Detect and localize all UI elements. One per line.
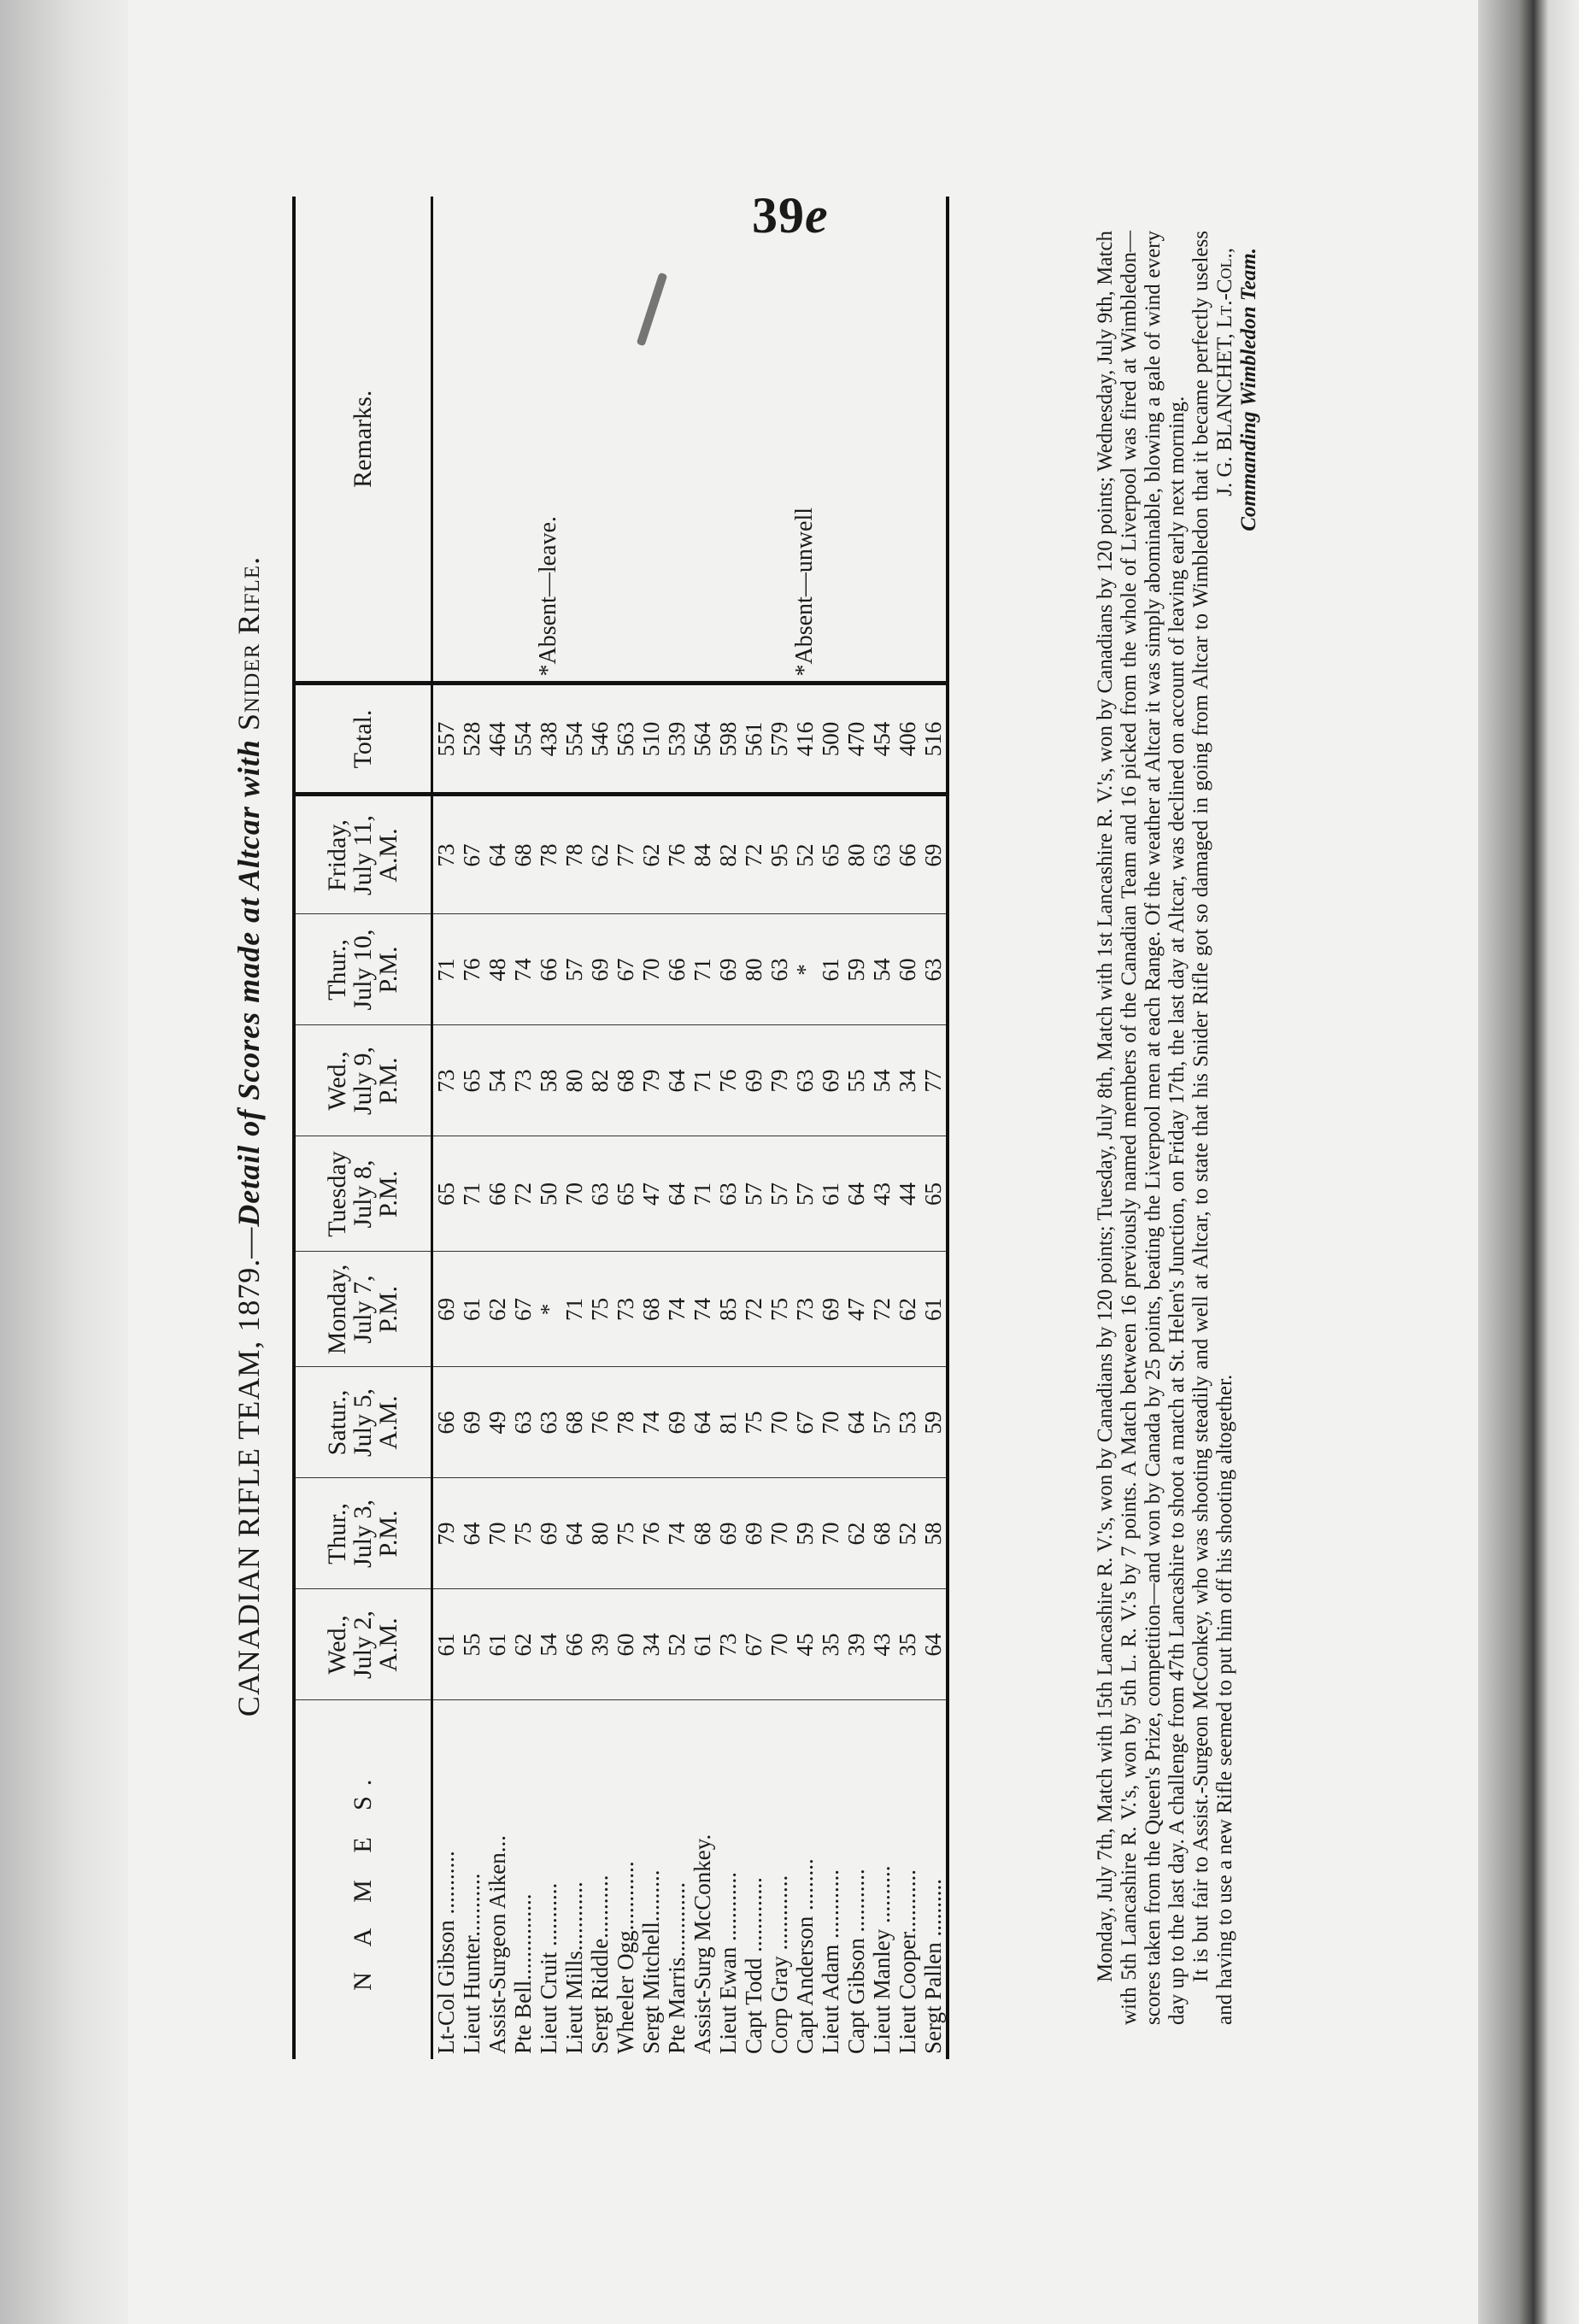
table-row (510, 197, 536, 2059)
score-cell: 73 (792, 1252, 818, 1367)
score-cell: 63 (536, 1367, 561, 1478)
total-cell: 470 (843, 684, 869, 795)
score-cell: 62 (843, 1478, 869, 1589)
score-cell: 75 (613, 1478, 638, 1589)
notes-paragraph-1: Monday, July 7th, Match with 15th Lancashire R. V.'s, won by Canadians by 120 points; Tuesday, July 8th, Match with 1st Lancashire R. V.'s, won by Canadians by 120 points; Wednesday, July 9th, Match with 5th Lancashire R. V.'s, won by 5th L. R. V.'s by 7 points. A Match between 16 previously named members of the Canadian Team and 16 picked from the whole of Liverpool was fired at Wimbledon—scores taken from the Queen's Prize, competition—and won by Canada by 25 points, beating the Liverpool men at each Range. Of the weather at Altcar it was simply abominable, blowing a gale of wind every day up to the last day. A challenge from 47th Lancashire to shoot a match at St. Helen's Junction, on Friday 17th, the last day at Altcar, was declined on account of leaving early next morning. (1094, 231, 1189, 2025)
score-cell: 70 (766, 1478, 792, 1589)
score-cell: 62 (484, 1252, 510, 1367)
col-day: Wed., July 9, P.M. (294, 1025, 432, 1136)
score-cell: 66 (895, 795, 920, 914)
table-row (741, 197, 766, 2059)
total-cell: 516 (920, 684, 948, 795)
total-cell: 554 (561, 684, 587, 795)
score-cell: 78 (536, 795, 561, 914)
remark-cell (895, 197, 920, 684)
book-gutter (0, 0, 128, 2324)
name-cell: Lieut Hunter........... (459, 1873, 484, 2054)
total-cell: 557 (432, 684, 460, 795)
score-cell: 65 (818, 795, 843, 914)
score-cell: 54 (484, 1025, 510, 1136)
score-cell: 49 (484, 1367, 510, 1478)
remark-cell (690, 197, 715, 684)
remark-cell (715, 197, 741, 684)
name-cell: Lieut Mills............ (561, 1881, 587, 2054)
col-day: Wed., July 2, A.M. (294, 1589, 432, 1700)
score-cell: 71 (432, 914, 460, 1025)
remark-cell (869, 197, 895, 684)
name-cell: Pte Marris............. (664, 1882, 690, 2054)
score-cell: 57 (561, 914, 587, 1025)
score-cell: 61 (920, 1252, 948, 1367)
score-cell: 69 (432, 1252, 460, 1367)
score-cell: 69 (536, 1478, 561, 1589)
score-cell: 79 (638, 1025, 664, 1136)
score-cell: 34 (638, 1589, 664, 1700)
score-cell: 67 (792, 1367, 818, 1478)
total-cell: 454 (869, 684, 895, 795)
score-cell: 43 (869, 1136, 895, 1252)
score-cell: 68 (690, 1478, 715, 1589)
score-cell: 52 (664, 1589, 690, 1700)
table-row (664, 197, 690, 2059)
score-cell: 68 (638, 1252, 664, 1367)
name-cell: Pte Bell............... (510, 1893, 536, 2054)
score-cell: 73 (715, 1589, 741, 1700)
score-cell: 74 (638, 1367, 664, 1478)
table-row (432, 197, 460, 2059)
remark-cell: *Absent—leave. (536, 197, 561, 684)
col-day: Friday, July 11, A.M. (294, 795, 432, 914)
name-cell: Sergt Mitchell......... (638, 1869, 664, 2054)
score-cell: 70 (818, 1478, 843, 1589)
score-cell: 73 (432, 1025, 460, 1136)
score-cell: 43 (869, 1589, 895, 1700)
rotated-content (231, 214, 1341, 2059)
score-cell: 80 (561, 1025, 587, 1136)
score-cell: 72 (741, 1252, 766, 1367)
score-cell: 69 (741, 1025, 766, 1136)
score-cell: 61 (818, 1136, 843, 1252)
total-cell: 464 (484, 684, 510, 795)
score-cell: 69 (741, 1478, 766, 1589)
scores-table (292, 197, 949, 2059)
score-cell: 52 (895, 1478, 920, 1589)
score-cell: 78 (561, 795, 587, 914)
col-day: Satur., July 5, A.M. (294, 1367, 432, 1478)
score-cell: 61 (432, 1589, 460, 1700)
score-cell: 63 (920, 914, 948, 1025)
score-cell: 81 (715, 1367, 741, 1478)
score-cell: 82 (587, 1025, 613, 1136)
title-prefix: CANADIAN RIFLE TEAM, 1879.— (232, 1226, 266, 1717)
name-cell: Sergt Riddle........... (587, 1875, 613, 2054)
table-row (613, 197, 638, 2059)
score-cell: 82 (715, 795, 741, 914)
score-cell: 57 (792, 1136, 818, 1252)
page-edge (1478, 0, 1579, 2324)
score-cell: 64 (459, 1478, 484, 1589)
score-cell: 64 (484, 795, 510, 914)
score-cell: 60 (613, 1589, 638, 1700)
table-row (484, 197, 510, 2059)
score-cell: 66 (561, 1589, 587, 1700)
score-cell: 84 (690, 795, 715, 914)
total-cell: 438 (536, 684, 561, 795)
col-names: N A M E S. (294, 1700, 432, 2059)
name-cell: Capt Todd ............. (741, 1877, 766, 2054)
score-cell: 63 (869, 795, 895, 914)
score-cell: 74 (664, 1478, 690, 1589)
score-cell: 54 (536, 1589, 561, 1700)
score-cell: 80 (741, 914, 766, 1025)
score-cell: * (792, 914, 818, 1025)
score-cell: 75 (741, 1367, 766, 1478)
col-remarks: Remarks. (294, 197, 432, 684)
score-cell: 76 (638, 1478, 664, 1589)
score-cell: 47 (638, 1136, 664, 1252)
score-cell: 69 (715, 914, 741, 1025)
name-cell: Lt-Col Gibson ........... (433, 1851, 459, 2054)
score-cell: 47 (843, 1252, 869, 1367)
score-cell: 39 (587, 1589, 613, 1700)
score-cell: 76 (715, 1025, 741, 1136)
score-cell: 80 (843, 795, 869, 914)
score-cell: 64 (664, 1025, 690, 1136)
score-cell: 69 (818, 1025, 843, 1136)
score-cell: 76 (459, 914, 484, 1025)
table-title (231, 214, 273, 2059)
score-cell: 62 (587, 795, 613, 914)
score-cell: 58 (920, 1478, 948, 1589)
score-cell: 76 (587, 1367, 613, 1478)
title-italic: Detail of Scores made at Altcar with (232, 739, 266, 1227)
total-cell: 561 (741, 684, 766, 795)
score-cell: * (536, 1252, 561, 1367)
table-row (638, 197, 664, 2059)
col-day: Thur., July 3, P.M. (294, 1478, 432, 1589)
name-cell: Lieut Cooper........... (895, 1869, 920, 2054)
title-rifle: Snider Rifle. (232, 555, 266, 731)
table-row (843, 197, 869, 2059)
score-cell: 70 (766, 1589, 792, 1700)
score-cell: 39 (843, 1589, 869, 1700)
remark-cell (741, 197, 766, 684)
score-cell: 54 (869, 914, 895, 1025)
score-cell: 65 (459, 1025, 484, 1136)
score-cell: 70 (818, 1367, 843, 1478)
remark-cell (920, 197, 948, 684)
name-cell: Corp Gray ............. (766, 1875, 792, 2054)
col-day: Thur., July 10, P.M. (294, 914, 432, 1025)
score-cell: 78 (613, 1367, 638, 1478)
score-cell: 72 (741, 795, 766, 914)
name-cell: Wheeler Ogg............ (613, 1861, 638, 2054)
page-number-suffix: e (805, 187, 829, 244)
table-row (766, 197, 792, 2059)
score-cell: 69 (920, 795, 948, 914)
score-cell: 71 (690, 914, 715, 1025)
signature (1213, 248, 1261, 846)
table-row (587, 197, 613, 2059)
score-cell: 68 (510, 795, 536, 914)
total-cell: 528 (459, 684, 484, 795)
score-cell: 34 (895, 1025, 920, 1136)
name-cell: Capt Anderson ......... (792, 1858, 818, 2054)
col-day: Monday, July 7, P.M. (294, 1252, 432, 1367)
score-cell: 68 (613, 1025, 638, 1136)
score-cell: 95 (766, 795, 792, 914)
score-cell: 58 (536, 1025, 561, 1136)
score-cell: 57 (741, 1136, 766, 1252)
name-cell: Lieut Manley .......... (869, 1865, 895, 2054)
score-cell: 73 (613, 1252, 638, 1367)
score-cell: 48 (484, 914, 510, 1025)
remark-cell (664, 197, 690, 684)
score-cell: 66 (664, 914, 690, 1025)
remark-cell (587, 197, 613, 684)
score-cell: 64 (664, 1136, 690, 1252)
score-cell: 71 (459, 1136, 484, 1252)
remark-cell (843, 197, 869, 684)
score-cell: 53 (895, 1367, 920, 1478)
score-cell: 59 (792, 1478, 818, 1589)
score-cell: 50 (536, 1136, 561, 1252)
score-cell: 69 (664, 1367, 690, 1478)
table-row (715, 197, 741, 2059)
header-row (294, 197, 432, 2059)
remark-cell: *Absent—unwell (792, 197, 818, 684)
page-number-value: 39 (752, 187, 805, 244)
name-cell: Capt Gibson ........... (843, 1869, 869, 2054)
score-cell: 72 (510, 1136, 536, 1252)
total-cell: 546 (587, 684, 613, 795)
score-cell: 66 (432, 1367, 460, 1478)
score-cell: 65 (920, 1136, 948, 1252)
score-cell: 63 (715, 1136, 741, 1252)
score-cell: 70 (638, 914, 664, 1025)
col-day: Tuesday July 8, P.M. (294, 1136, 432, 1252)
remark-cell (459, 197, 484, 684)
score-cell: 68 (869, 1478, 895, 1589)
score-cell: 74 (664, 1252, 690, 1367)
score-cell: 64 (561, 1478, 587, 1589)
total-cell: 554 (510, 684, 536, 795)
name-cell: Assist-Surgeon Aiken... (484, 1834, 510, 2054)
score-cell: 44 (895, 1136, 920, 1252)
name-cell: Lieut Adam ............ (818, 1869, 843, 2054)
score-cell: 35 (895, 1589, 920, 1700)
table-row (459, 197, 484, 2059)
score-cell: 52 (792, 795, 818, 914)
score-cell: 64 (690, 1367, 715, 1478)
score-cell: 55 (843, 1025, 869, 1136)
total-cell: 416 (792, 684, 818, 795)
score-cell: 63 (766, 914, 792, 1025)
score-cell: 61 (818, 914, 843, 1025)
name-cell: Lieut Cruit ........... (536, 1882, 561, 2054)
scores-body (432, 197, 948, 2059)
score-cell: 63 (587, 1136, 613, 1252)
score-cell: 71 (690, 1025, 715, 1136)
score-cell: 73 (510, 1025, 536, 1136)
score-cell: 63 (510, 1367, 536, 1478)
name-cell: Assist-Surg McConkey. (690, 1834, 715, 2054)
table-row (920, 197, 948, 2059)
score-cell: 64 (920, 1589, 948, 1700)
total-cell: 510 (638, 684, 664, 795)
score-cell: 77 (920, 1025, 948, 1136)
score-cell: 69 (715, 1478, 741, 1589)
total-cell: 598 (715, 684, 741, 795)
col-total: Total. (294, 684, 432, 795)
score-cell: 65 (432, 1136, 460, 1252)
score-cell: 68 (561, 1367, 587, 1478)
table-row (690, 197, 715, 2059)
table-row (869, 197, 895, 2059)
signature-role: Commanding Wimbledon Team. (1237, 248, 1260, 531)
score-cell: 75 (587, 1252, 613, 1367)
score-cell: 69 (587, 914, 613, 1025)
remark-cell (638, 197, 664, 684)
remark-cell (561, 197, 587, 684)
score-cell: 71 (690, 1136, 715, 1252)
table-row (792, 197, 818, 2059)
score-cell: 69 (459, 1367, 484, 1478)
score-cell: 74 (690, 1252, 715, 1367)
score-cell: 62 (895, 1252, 920, 1367)
score-cell: 73 (432, 795, 460, 914)
score-cell: 64 (843, 1136, 869, 1252)
score-cell: 67 (741, 1589, 766, 1700)
score-cell: 35 (818, 1589, 843, 1700)
total-cell: 563 (613, 684, 638, 795)
score-cell: 76 (664, 795, 690, 914)
score-cell: 70 (766, 1367, 792, 1478)
score-cell: 61 (484, 1589, 510, 1700)
score-cell: 80 (587, 1478, 613, 1589)
score-cell: 67 (459, 795, 484, 914)
score-cell: 79 (766, 1025, 792, 1136)
score-cell: 45 (792, 1589, 818, 1700)
remark-cell (510, 197, 536, 684)
total-cell: 539 (664, 684, 690, 795)
total-cell: 579 (766, 684, 792, 795)
score-cell: 61 (459, 1252, 484, 1367)
remark-cell (818, 197, 843, 684)
name-cell: Sergt Pallen .......... (920, 1879, 946, 2054)
remark-cell (484, 197, 510, 684)
score-cell: 77 (613, 795, 638, 914)
notes-paragraph-2: It is but fair to Assist.-Surgeon McConkey, who was shooting steadily and well at Altcar, to state that his Snider Rifle got so damaged in going from Altcar to Wimbledon that it became perfectly useless and having to use a new Rifle seemed to put him off his shooting altogether. (1189, 231, 1236, 2025)
score-cell: 85 (715, 1252, 741, 1367)
score-cell: 71 (561, 1252, 587, 1367)
score-cell: 66 (536, 914, 561, 1025)
table-row (561, 197, 587, 2059)
signature-name: J. G. BLANCHET, Lt.-Col., (1213, 248, 1236, 496)
score-cell: 55 (459, 1589, 484, 1700)
score-cell: 57 (869, 1367, 895, 1478)
score-cell: 79 (432, 1478, 460, 1589)
score-cell: 63 (792, 1025, 818, 1136)
score-cell: 70 (484, 1478, 510, 1589)
score-cell: 70 (561, 1136, 587, 1252)
score-cell: 67 (510, 1252, 536, 1367)
table-row (895, 197, 920, 2059)
score-cell: 61 (690, 1589, 715, 1700)
score-cell: 75 (766, 1252, 792, 1367)
score-cell: 59 (843, 914, 869, 1025)
score-cell: 64 (843, 1367, 869, 1478)
table-row (818, 197, 843, 2059)
score-cell: 75 (510, 1478, 536, 1589)
score-cell: 65 (613, 1136, 638, 1252)
total-cell: 500 (818, 684, 843, 795)
remark-cell (766, 197, 792, 684)
remark-cell (613, 197, 638, 684)
score-cell: 69 (818, 1252, 843, 1367)
score-cell: 59 (920, 1367, 948, 1478)
score-cell: 62 (638, 795, 664, 914)
total-cell: 406 (895, 684, 920, 795)
score-cell: 62 (510, 1589, 536, 1700)
score-cell: 74 (510, 914, 536, 1025)
total-cell: 564 (690, 684, 715, 795)
table-row (536, 197, 561, 2059)
score-cell: 57 (766, 1136, 792, 1252)
score-cell: 72 (869, 1252, 895, 1367)
score-cell: 54 (869, 1025, 895, 1136)
remark-cell (432, 197, 460, 684)
score-cell: 60 (895, 914, 920, 1025)
score-cell: 67 (613, 914, 638, 1025)
score-cell: 66 (484, 1136, 510, 1252)
name-cell: Lieut Ewan ............ (715, 1872, 741, 2054)
